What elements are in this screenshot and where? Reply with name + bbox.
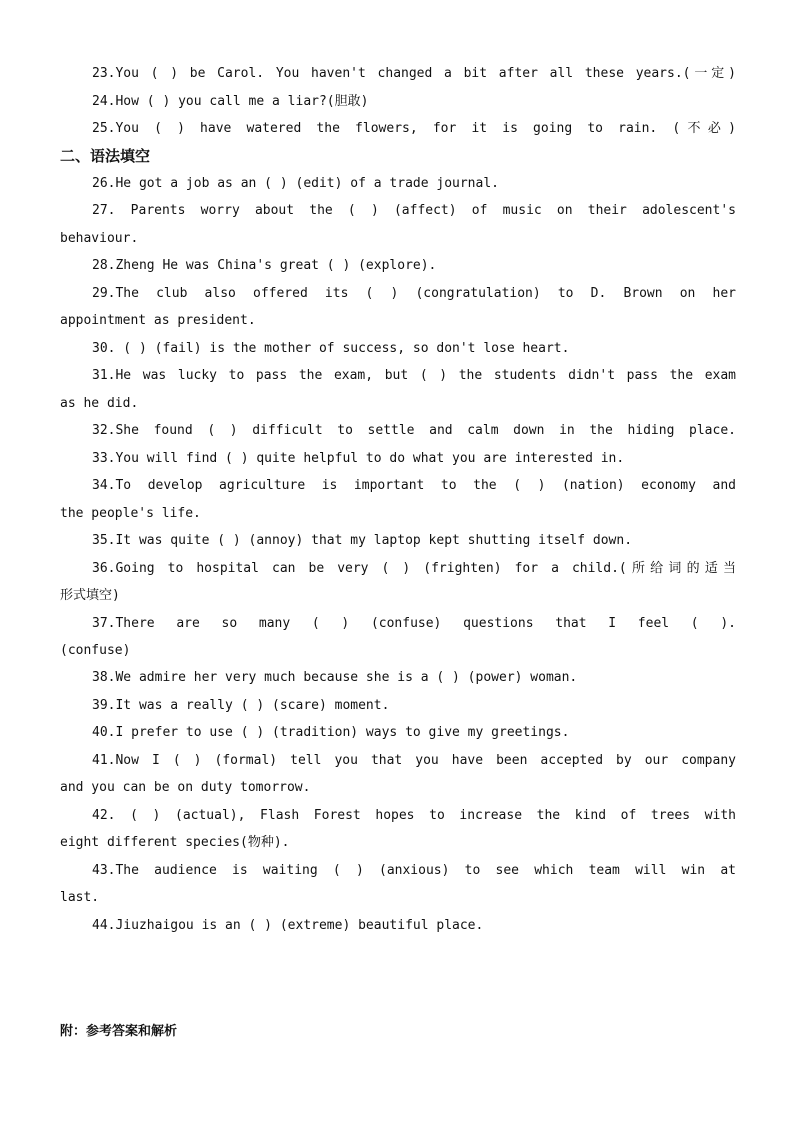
question-39: 39.It was a really ( ) (scare) moment. [92,698,390,713]
question-38: 38.We admire her very much because she is a ( ) (power) woman. [92,670,578,685]
question-25: 25.You ( ) have watered the flowers, for it is going to rain. (不必) [92,121,736,136]
question-41-continued: and you can be on duty tomorrow. [60,780,311,795]
question-29: 29.The club also offered its ( ) (congratulation) to D. Brown on her [92,286,736,301]
question-36-continued: 形式填空) [60,588,120,603]
question-23: 23.You ( ) be Carol. You haven't changed a bit after all these years.(一定) [92,66,736,81]
question-37-continued: (confuse) [60,643,131,658]
question-31-continued: as he did. [60,396,139,411]
question-37: 37.There are so many ( ) (confuse) questions that I feel ( ). [92,616,736,631]
question-36: 36.Going to hospital can be very ( ) (frighten) for a child.(所给词的适当 [92,561,736,576]
question-28: 28.Zheng He was China's great ( ) (explore). [92,258,437,273]
question-27-continued: behaviour. [60,231,139,246]
question-30: 30. ( ) (fail) is the mother of success, so don't lose heart. [92,341,570,356]
question-33: 33.You will find ( ) quite helpful to do what you are interested in. [92,451,625,466]
question-29-continued: appointment as president. [60,313,256,328]
question-41: 41.Now I ( ) (formal) tell you that you have been accepted by our company [92,753,736,768]
question-34-continued: the people's life. [60,506,201,521]
question-32: 32.She found ( ) difficult to settle and calm down in the hiding place. [92,423,736,438]
question-42: 42. ( ) (actual), Flash Forest hopes to increase the kind of trees with [92,808,736,823]
question-27: 27. Parents worry about the ( ) (affect) of music on their adolescent's [92,203,736,218]
question-24: 24.How ( ) you call me a liar?(胆敢) [92,94,369,109]
section-heading: 二、语法填空 [60,147,151,165]
question-40: 40.I prefer to use ( ) (tradition) ways to give my greetings. [92,725,570,740]
question-43-continued: last. [60,890,100,905]
question-31: 31.He was lucky to pass the exam, but ( ) the students didn't pass the exam [92,368,736,383]
appendix-label: 附：参考答案和解析 [60,1024,178,1039]
question-42-continued: eight different species(物种). [60,835,290,850]
question-26: 26.He got a job as an ( ) (edit) of a trade journal. [92,176,499,191]
question-43: 43.The audience is waiting ( ) (anxious) to see which team will win at [92,863,736,878]
question-35: 35.It was quite ( ) (annoy) that my laptop kept shutting itself down. [92,533,633,548]
question-44: 44.Jiuzhaigou is an ( ) (extreme) beautiful place. [92,918,484,933]
question-34: 34.To develop agriculture is important to the ( ) (nation) economy and [92,478,736,493]
